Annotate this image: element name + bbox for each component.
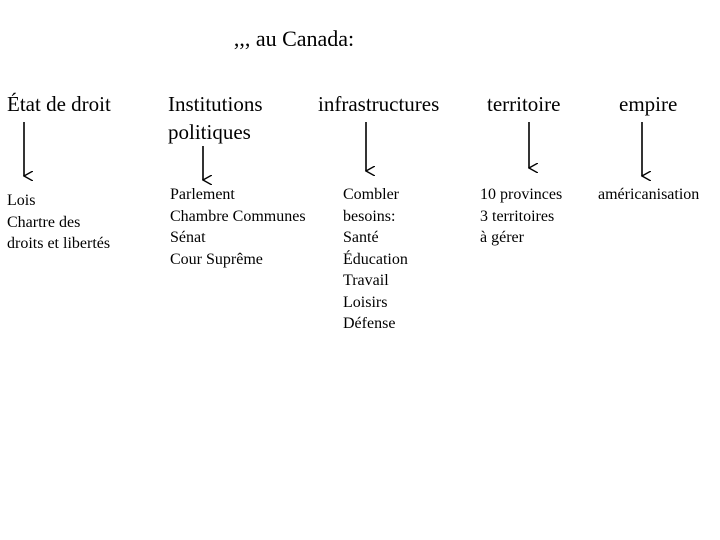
list-item: Chambre Communes: [170, 207, 306, 225]
list-item: Loisirs: [343, 293, 388, 311]
list-item: Combler: [343, 186, 399, 203]
column-heading-institutions: Institutions politiques: [168, 92, 263, 144]
diagram-title: ,,, au Canada:: [233, 26, 355, 51]
column-heading-territoire: territoire: [487, 92, 561, 116]
list-item: Parlement: [170, 186, 235, 203]
list-item: Travail: [343, 272, 389, 289]
list-item: 3 territoires: [480, 207, 555, 225]
list-item: américanisation: [598, 186, 700, 203]
list-item: besoins:: [343, 207, 396, 225]
list-item: Défense: [343, 315, 396, 332]
column-heading-empire: empire: [619, 92, 678, 116]
list-item: Cour Suprême: [170, 250, 263, 268]
column-heading-etat-de-droit: État de droit: [7, 92, 111, 116]
list-item: Lois: [7, 192, 36, 209]
column-heading-infrastructures: infrastructures: [318, 92, 440, 116]
list-item: droits et libertés: [7, 235, 111, 252]
list-item: Chartre des: [7, 213, 81, 231]
list-item: Santé: [343, 229, 379, 246]
list-item: Éducation: [343, 250, 408, 268]
list-item: Sénat: [170, 229, 206, 246]
list-item: à gérer: [480, 229, 524, 246]
list-item: 10 provinces: [480, 186, 563, 203]
